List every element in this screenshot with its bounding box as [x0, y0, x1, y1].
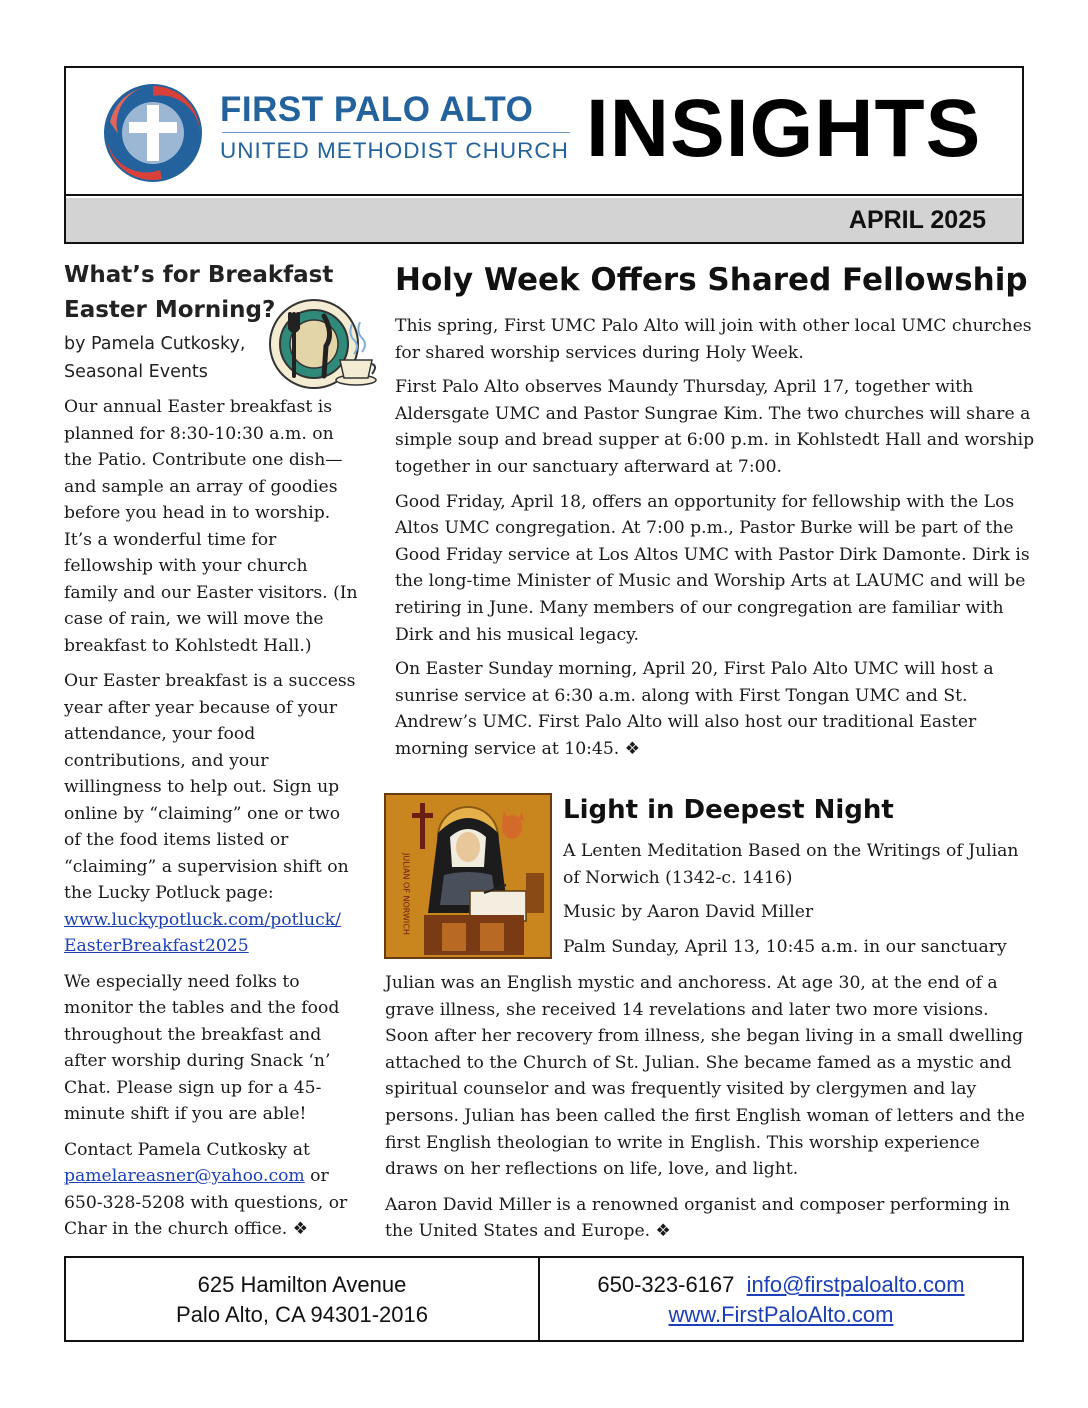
- footer-contact-box: [64, 1256, 1024, 1342]
- breakfast-plate-cup-icon: [264, 294, 378, 390]
- breakfast-paragraph-2: [64, 668, 362, 960]
- footer-address: [66, 1270, 538, 1330]
- address-city: Palo Alto, CA 94301-2016: [176, 1302, 428, 1327]
- org-name: FIRST PALO ALTO: [220, 90, 534, 129]
- breakfast-p2-text: Our Easter breakfast is a success year after year because of your attendance, your food contributions, and your willingness to help out. Sign up online by “claiming” one or two of the food items listed or “claiming” a supervision shift on the Lucky Potluck page:: [64, 671, 356, 903]
- holy-week-article: [395, 255, 1035, 763]
- org-subtitle: UNITED METHODIST CHURCH: [220, 138, 569, 163]
- light-music-credit: Music by Aaron David Miller: [563, 902, 814, 923]
- issue-date: APRIL 2025: [848, 206, 986, 234]
- julian-icon: [384, 793, 552, 959]
- byline-role: Seasonal Events: [64, 362, 208, 382]
- church-logo: [102, 82, 204, 184]
- breakfast-article: [64, 258, 362, 1243]
- holy-week-paragraph-1: This spring, First UMC Palo Alto will join with other local UMC churches for shared worship services during Holy Week.: [395, 316, 1032, 363]
- footer-email-link[interactable]: info@firstpaloalto.com: [746, 1272, 965, 1297]
- cross-flame-logo-icon: [102, 82, 204, 184]
- org-divider: [222, 132, 570, 133]
- light-paragraph-1: Julian was an English mystic and anchoress. At age 30, at the end of a grave illness, she received 14 revelations and later two more visions. Soon after her recovery from illness, she began living in a small dwelling attached to the Church of St. Julian. She became famed as a mystic and spiritual counselor and was frequently visited by clergymen and lay persons. Julian has been called the first English woman of letters and the first English theologian to write in English. This worship experience draws on her reflections on life, love, and light.: [385, 973, 1025, 1180]
- date-band: [66, 198, 1022, 242]
- light-paragraph-2: Aaron David Miller is a renowned organist and composer performing in the United States and Europe. ❖: [385, 1194, 1010, 1242]
- icon-caption-text: JULIAN OF NORWICH: [401, 853, 411, 935]
- masthead-top: [66, 68, 1022, 196]
- breakfast-title-line2: Easter Morning?: [64, 297, 276, 323]
- newsletter-title: INSIGHTS: [586, 83, 982, 174]
- website-link[interactable]: www.FirstPaloAlto.com: [668, 1302, 894, 1327]
- lucky-potluck-link[interactable]: [64, 910, 341, 957]
- link-line1: www.luckypotluck.com/potluck/: [64, 909, 341, 930]
- light-title: Light in Deepest Night: [563, 795, 894, 825]
- holy-week-paragraph-4: On Easter Sunday morning, April 20, First Palo Alto UMC will host a sunrise service at 6:30 a.m. along with First Tongan UMC and St. Andrew’s UMC. First Palo Alto will also host our traditional Easter morning service at 10:45. ❖: [395, 659, 994, 759]
- light-article-header: [563, 790, 1033, 960]
- light-article-body: [385, 970, 1025, 1254]
- contact-text-end: or 650-328-5208 with questions, or Char in the church office. ❖: [64, 1166, 348, 1239]
- phone-email-line: [540, 1270, 1022, 1300]
- masthead: [64, 66, 1024, 244]
- holy-week-paragraph-3: Good Friday, April 18, offers an opportunity for fellowship with the Los Altos UMC congregation. At 7:00 p.m., Pastor Burke will be part of the Good Friday service at Los Altos UMC with Pastor Dirk Damonte. Dirk is the long-time Minister of Music and Worship Arts at LAUMC and will be retiring in June. Many members of our congregation are familiar with Dirk and his musical legacy.: [395, 491, 1030, 645]
- breakfast-paragraph-3: We especially need folks to monitor the tables and the food throughout the breakfast and after worship during Snack ‘n’ Chat. Please sign up for a 45-minute shift if you are able!: [64, 971, 340, 1124]
- light-subtitle: A Lenten Meditation Based on the Writings of Julian of Norwich (1342-c. 1416): [563, 841, 1019, 888]
- holy-week-paragraph-2: First Palo Alto observes Maundy Thursday, April 17, together with Aldersgate UMC and Pastor Sungrae Kim. The two churches will share a simple soup and bread supper at 6:00 p.m. in Kohlstedt Hall and worship together in our sanctuary afterward at 7:00.: [395, 377, 1035, 477]
- julian-of-norwich-icon-image: [384, 793, 552, 959]
- breakfast-paragraph-4: [64, 1137, 362, 1243]
- phone-number: 650-323-6167: [597, 1272, 735, 1297]
- breakfast-paragraph-1: Our annual Easter breakfast is planned for 8:30-10:30 a.m. on the Patio. Contribute one dish—and sample an array of goodies before you head in to worship. It’s a wonderful time for fellowship with your church family and our Easter visitors. (In case of rain, we will move the breakfast to Kohlstedt Hall.): [64, 397, 358, 656]
- contact-text: Contact Pamela Cutkosky at: [64, 1139, 310, 1160]
- holy-week-title: Holy Week Offers Shared Fellowship: [395, 262, 1028, 298]
- byline-author: by Pamela Cutkosky,: [64, 334, 246, 354]
- link-line2: EasterBreakfast2025: [64, 936, 249, 956]
- breakfast-title-line1: What’s for Breakfast: [64, 262, 334, 288]
- footer-contact: [540, 1270, 1022, 1330]
- address-street: 625 Hamilton Avenue: [197, 1272, 407, 1297]
- contact-email-link[interactable]: pamelareasner@yahoo.com: [64, 1166, 305, 1186]
- light-date-time: Palm Sunday, April 13, 10:45 a.m. in our sanctuary: [563, 936, 1007, 957]
